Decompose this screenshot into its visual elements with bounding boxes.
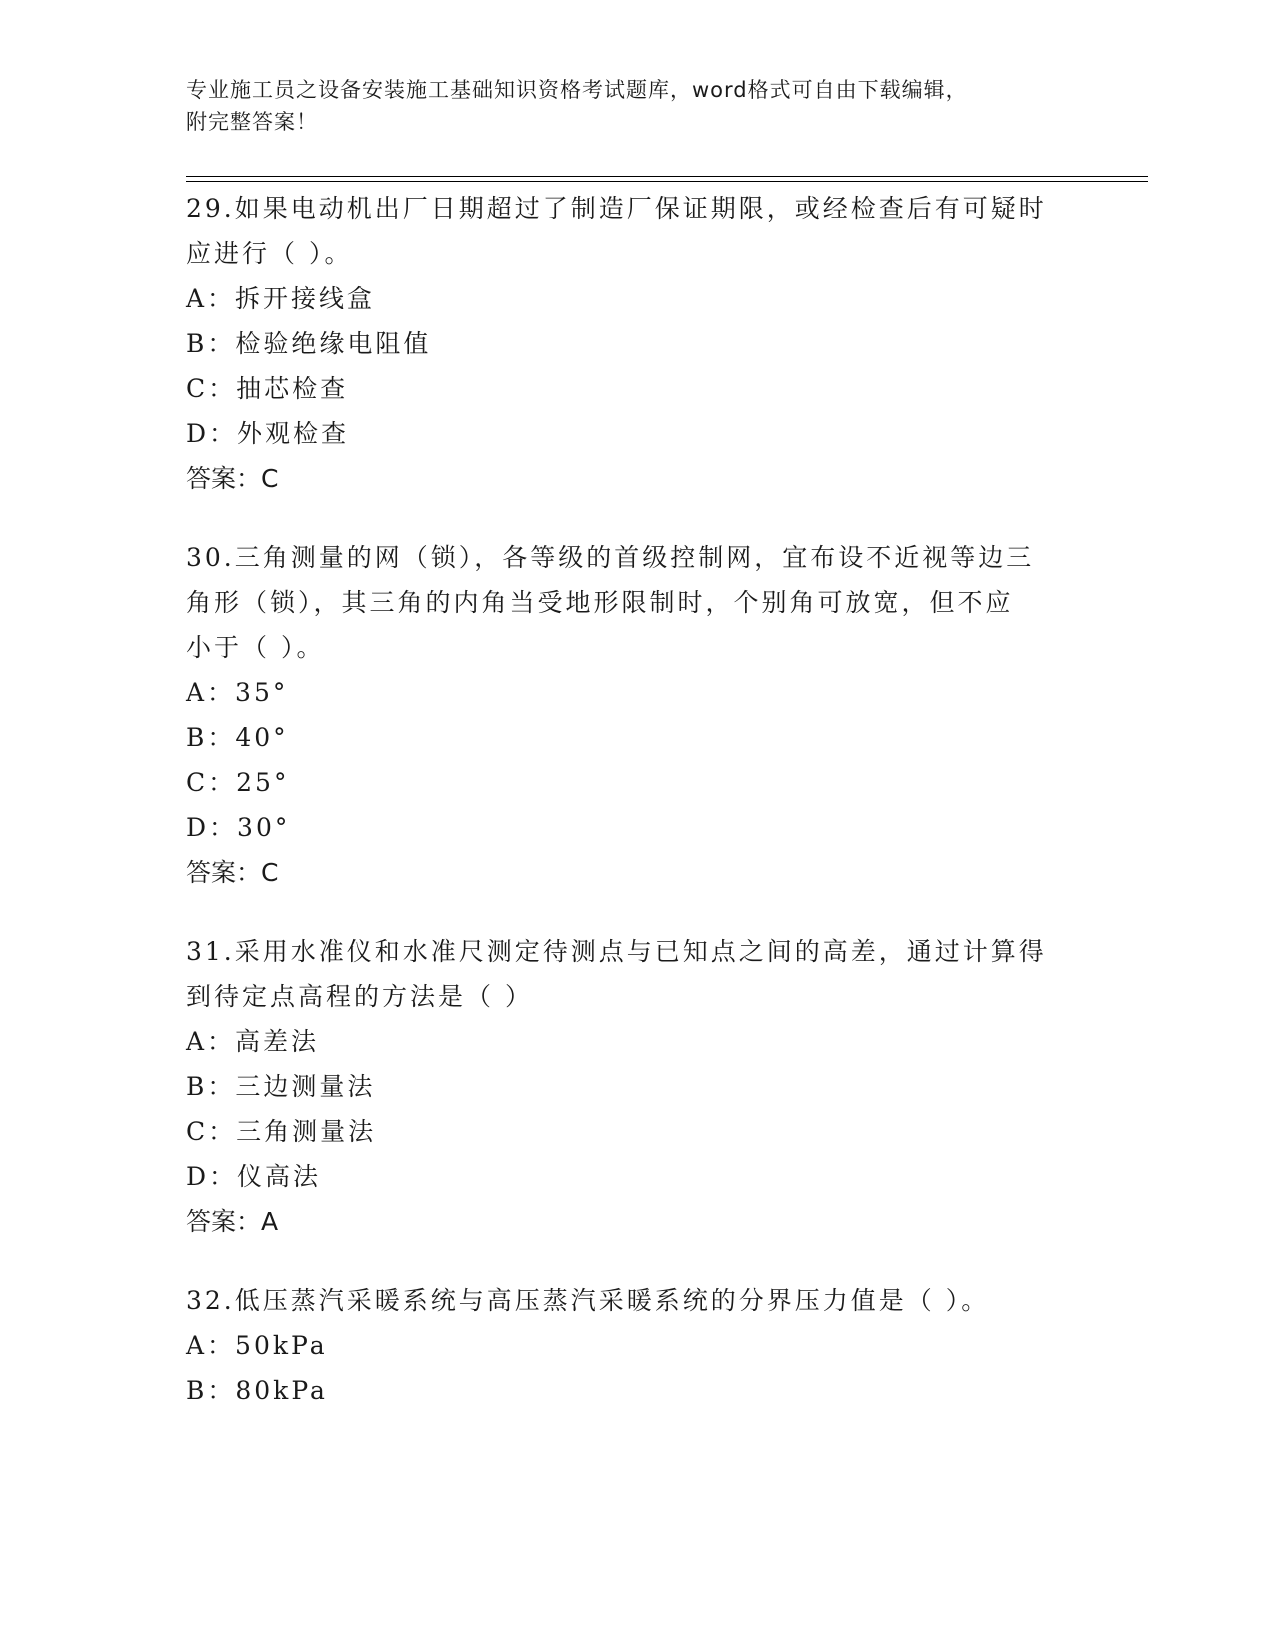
option-c: C：三角测量法 [186, 1117, 377, 1146]
option-a: A：拆开接线盒 [186, 284, 376, 313]
option-b: B：40° [186, 723, 289, 752]
option-a: A：35° [186, 678, 289, 707]
header-line-1: 专业施工员之设备安装施工基础知识资格考试题库，word格式可自由下载编辑， [186, 78, 968, 102]
answer: 答案：C [186, 464, 279, 493]
option-d: D：30° [186, 813, 291, 842]
option-c: C：抽芯检查 [186, 374, 349, 403]
option-b: B：三边测量法 [186, 1072, 376, 1101]
header-line-2: 附完整答案！ [186, 110, 318, 134]
question-stem [186, 535, 1066, 670]
question-32 [186, 1278, 1086, 1413]
question-list [186, 186, 1086, 1447]
stem-line: 31.采用水准仪和水准尺测定待测点与已知点之间的高差，通过计算得 [186, 937, 1047, 966]
option-a: A：高差法 [186, 1027, 320, 1056]
stem-line: 小于（ ）。 [186, 633, 325, 662]
option-b: B：检验绝缘电阻值 [186, 329, 432, 358]
option-d: D：仪高法 [186, 1162, 322, 1191]
option-a: A：50kPa [186, 1331, 328, 1360]
stem-line: 到待定点高程的方法是（ ） [186, 982, 533, 1011]
stem-line: 应进行（ ）。 [186, 239, 353, 268]
header-divider-bottom [186, 181, 1148, 182]
question-29 [186, 186, 1086, 501]
question-30 [186, 535, 1086, 895]
question-stem [186, 1278, 1066, 1323]
option-b: B：80kPa [186, 1376, 328, 1405]
stem-line: 32.低压蒸汽采暖系统与高压蒸汽采暖系统的分界压力值是（ ）。 [186, 1286, 990, 1315]
header-divider-top [186, 176, 1148, 177]
stem-line: 30.三角测量的网（锁），各等级的首级控制网，宜布设不近视等边三 [186, 543, 1035, 572]
question-stem [186, 929, 1066, 1019]
question-stem [186, 186, 1066, 276]
question-31 [186, 929, 1086, 1244]
answer: 答案：C [186, 858, 279, 887]
option-c: C：25° [186, 768, 290, 797]
option-d: D：外观检查 [186, 419, 350, 448]
answer: 答案：A [186, 1207, 279, 1236]
document-header [186, 74, 1086, 138]
stem-line: 29.如果电动机出厂日期超过了制造厂保证期限，或经检查后有可疑时 [186, 194, 1047, 223]
stem-line: 角形（锁），其三角的内角当受地形限制时，个别角可放宽，但不应 [186, 588, 1014, 617]
